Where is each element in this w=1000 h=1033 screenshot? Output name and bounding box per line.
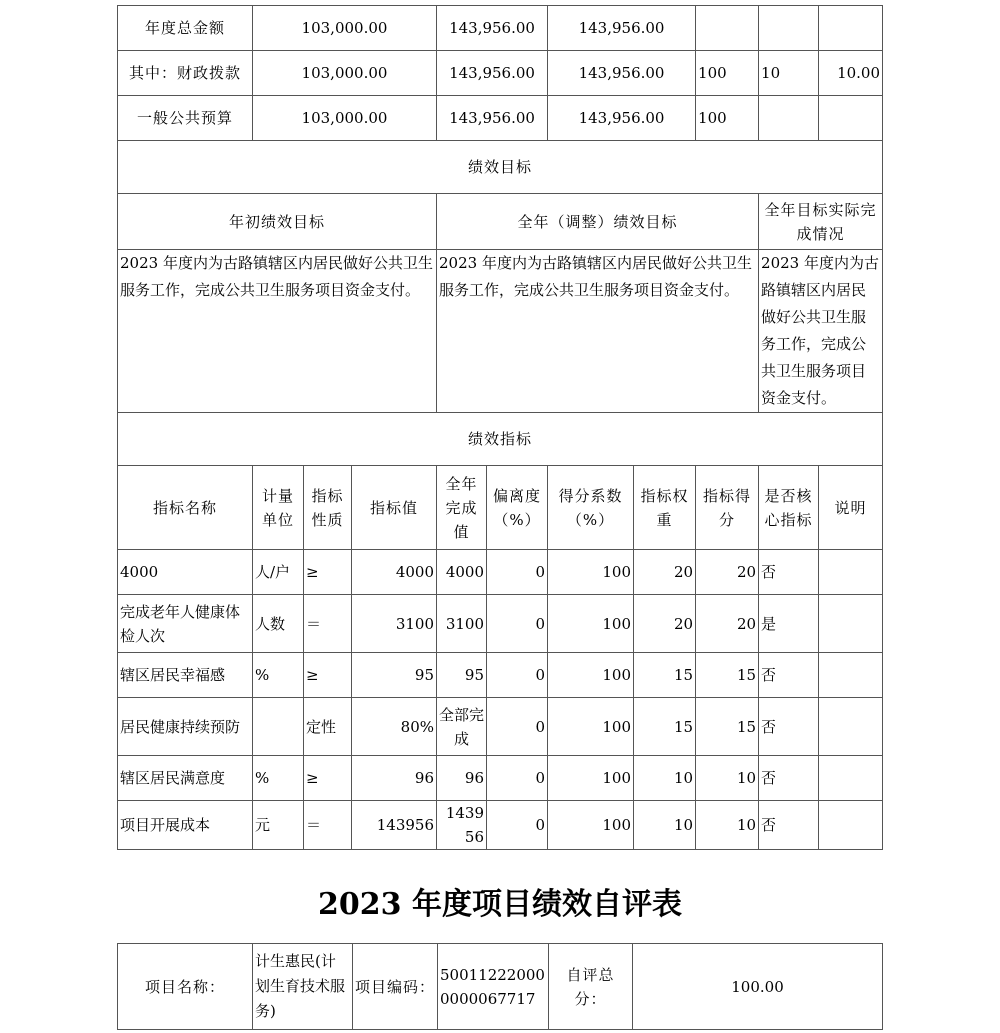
goals-text-row	[118, 250, 883, 413]
indicator-unit: 元	[253, 801, 304, 850]
self-score-value: 100.00	[633, 944, 883, 1030]
funding-score-a	[759, 96, 819, 141]
indicator-coefficient: 100	[548, 801, 634, 850]
goals-col-actual: 全年目标实际完成情况	[759, 194, 883, 250]
header-deviation: 偏离度（%）	[487, 466, 548, 550]
funding-value-2: 143,956.00	[437, 96, 548, 141]
indicator-coefficient: 100	[548, 595, 634, 653]
indicator-score: 20	[696, 595, 759, 653]
indicator-deviation: 0	[487, 550, 548, 595]
indicator-note	[819, 756, 883, 801]
funding-value-3: 143,956.00	[548, 6, 696, 51]
project-name-value: 计生惠民(计划生育技术服务)	[253, 944, 353, 1030]
indicator-coefficient: 100	[548, 698, 634, 756]
indicator-actual: 3100	[437, 595, 487, 653]
header-unit: 计量单位	[253, 466, 304, 550]
indicator-actual: 4000	[437, 550, 487, 595]
project-code-label: 项目编码：	[353, 944, 438, 1030]
indicator-deviation: 0	[487, 801, 548, 850]
indicator-deviation: 0	[487, 653, 548, 698]
indicator-weight: 10	[634, 756, 696, 801]
funding-row	[118, 51, 883, 96]
indicator-target: 4000	[352, 550, 437, 595]
indicator-target: 143956	[352, 801, 437, 850]
indicator-score: 15	[696, 653, 759, 698]
goals-section-title: 绩效目标	[118, 141, 883, 194]
project-code-value: 500112220000000067717	[438, 944, 549, 1030]
indicators-header-row	[118, 466, 883, 550]
indicator-weight: 20	[634, 550, 696, 595]
indicator-coefficient: 100	[548, 653, 634, 698]
indicator-deviation: 0	[487, 698, 548, 756]
funding-score-b	[819, 6, 883, 51]
funding-value-1: 103,000.00	[253, 51, 437, 96]
funding-value-3: 143,956.00	[548, 96, 696, 141]
indicator-score: 20	[696, 550, 759, 595]
header-indicator-name: 指标名称	[118, 466, 253, 550]
indicator-actual: 143956	[437, 801, 487, 850]
indicator-row	[118, 801, 883, 850]
funding-score-a	[759, 6, 819, 51]
goals-col-adjusted: 全年（调整）绩效目标	[437, 194, 759, 250]
funding-weight: 100	[696, 51, 759, 96]
indicator-note	[819, 801, 883, 850]
indicator-coefficient: 100	[548, 756, 634, 801]
goals-section-row	[118, 141, 883, 194]
indicator-coefficient: 100	[548, 550, 634, 595]
indicator-name: 辖区居民幸福感	[118, 653, 253, 698]
indicators-section-title: 绩效指标	[118, 413, 883, 466]
header-actual: 全年完成值	[437, 466, 487, 550]
goals-text-actual: 2023 年度内为古路镇辖区内居民做好公共卫生服务工作，完成公共卫生服务项目资金支付。	[759, 250, 883, 413]
self-score-label: 自评总分：	[549, 944, 633, 1030]
indicator-core: 否	[759, 550, 819, 595]
indicator-row	[118, 756, 883, 801]
funding-label: 年度总金额	[118, 6, 253, 51]
goals-text-initial: 2023 年度内为古路镇辖区内居民做好公共卫生服务工作，完成公共卫生服务项目资金支付。	[118, 250, 437, 413]
indicator-core: 否	[759, 801, 819, 850]
indicator-unit: 人数	[253, 595, 304, 653]
indicator-name: 4000	[118, 550, 253, 595]
project-header-table	[117, 943, 883, 1030]
indicator-row	[118, 550, 883, 595]
indicator-nature: ≥	[304, 653, 352, 698]
indicator-nature: 定性	[304, 698, 352, 756]
indicator-nature: ≥	[304, 550, 352, 595]
indicator-actual: 96	[437, 756, 487, 801]
indicator-note	[819, 595, 883, 653]
header-weight: 指标权重	[634, 466, 696, 550]
funding-row	[118, 96, 883, 141]
indicator-nature: ＝	[304, 595, 352, 653]
indicator-weight: 15	[634, 698, 696, 756]
form-title: 2023 年度项目绩效自评表	[318, 887, 682, 922]
indicator-unit: %	[253, 756, 304, 801]
funding-value-2: 143,956.00	[437, 51, 548, 96]
indicator-score: 10	[696, 801, 759, 850]
indicator-row	[118, 653, 883, 698]
indicator-name: 居民健康持续预防	[118, 698, 253, 756]
indicator-target: 3100	[352, 595, 437, 653]
indicators-section-row	[118, 413, 883, 466]
funding-score-b	[819, 96, 883, 141]
indicator-name: 项目开展成本	[118, 801, 253, 850]
indicator-note	[819, 550, 883, 595]
header-nature: 指标性质	[304, 466, 352, 550]
indicator-deviation: 0	[487, 595, 548, 653]
indicator-weight: 10	[634, 801, 696, 850]
indicator-target: 96	[352, 756, 437, 801]
goals-header-row	[118, 194, 883, 250]
indicator-target: 80%	[352, 698, 437, 756]
funding-score-b: 10.00	[819, 51, 883, 96]
header-core: 是否核心指标	[759, 466, 819, 550]
funding-score-a: 10	[759, 51, 819, 96]
indicator-weight: 15	[634, 653, 696, 698]
indicator-unit: %	[253, 653, 304, 698]
indicator-core: 是	[759, 595, 819, 653]
indicator-name: 辖区居民满意度	[118, 756, 253, 801]
funding-value-1: 103,000.00	[253, 6, 437, 51]
indicator-core: 否	[759, 653, 819, 698]
indicator-nature: ≥	[304, 756, 352, 801]
funding-value-3: 143,956.00	[548, 51, 696, 96]
indicator-deviation: 0	[487, 756, 548, 801]
indicator-target: 95	[352, 653, 437, 698]
header-coefficient: 得分系数（%）	[548, 466, 634, 550]
project-name-label: 项目名称：	[118, 944, 253, 1030]
indicator-nature: ＝	[304, 801, 352, 850]
indicator-note	[819, 698, 883, 756]
funding-label: 一般公共预算	[118, 96, 253, 141]
indicator-core: 否	[759, 756, 819, 801]
indicator-actual: 95	[437, 653, 487, 698]
indicator-note	[819, 653, 883, 698]
indicator-row	[118, 595, 883, 653]
goals-text-adjusted: 2023 年度内为古路镇辖区内居民做好公共卫生服务工作，完成公共卫生服务项目资金支付。	[437, 250, 759, 413]
indicator-weight: 20	[634, 595, 696, 653]
funding-weight	[696, 6, 759, 51]
funding-value-2: 143,956.00	[437, 6, 548, 51]
funding-row	[118, 6, 883, 51]
funding-label: 其中：财政拨款	[118, 51, 253, 96]
header-note: 说明	[819, 466, 883, 550]
funding-value-1: 103,000.00	[253, 96, 437, 141]
funding-weight: 100	[696, 96, 759, 141]
indicator-name: 完成老年人健康体检人次	[118, 595, 253, 653]
indicator-unit: 人/户	[253, 550, 304, 595]
header-score: 指标得分	[696, 466, 759, 550]
indicator-row	[118, 698, 883, 756]
performance-table	[117, 5, 883, 850]
indicator-core: 否	[759, 698, 819, 756]
indicator-score: 15	[696, 698, 759, 756]
header-target: 指标值	[352, 466, 437, 550]
indicator-unit	[253, 698, 304, 756]
goals-col-initial: 年初绩效目标	[118, 194, 437, 250]
indicator-score: 10	[696, 756, 759, 801]
project-header-row	[118, 944, 883, 1030]
indicator-actual: 全部完成	[437, 698, 487, 756]
